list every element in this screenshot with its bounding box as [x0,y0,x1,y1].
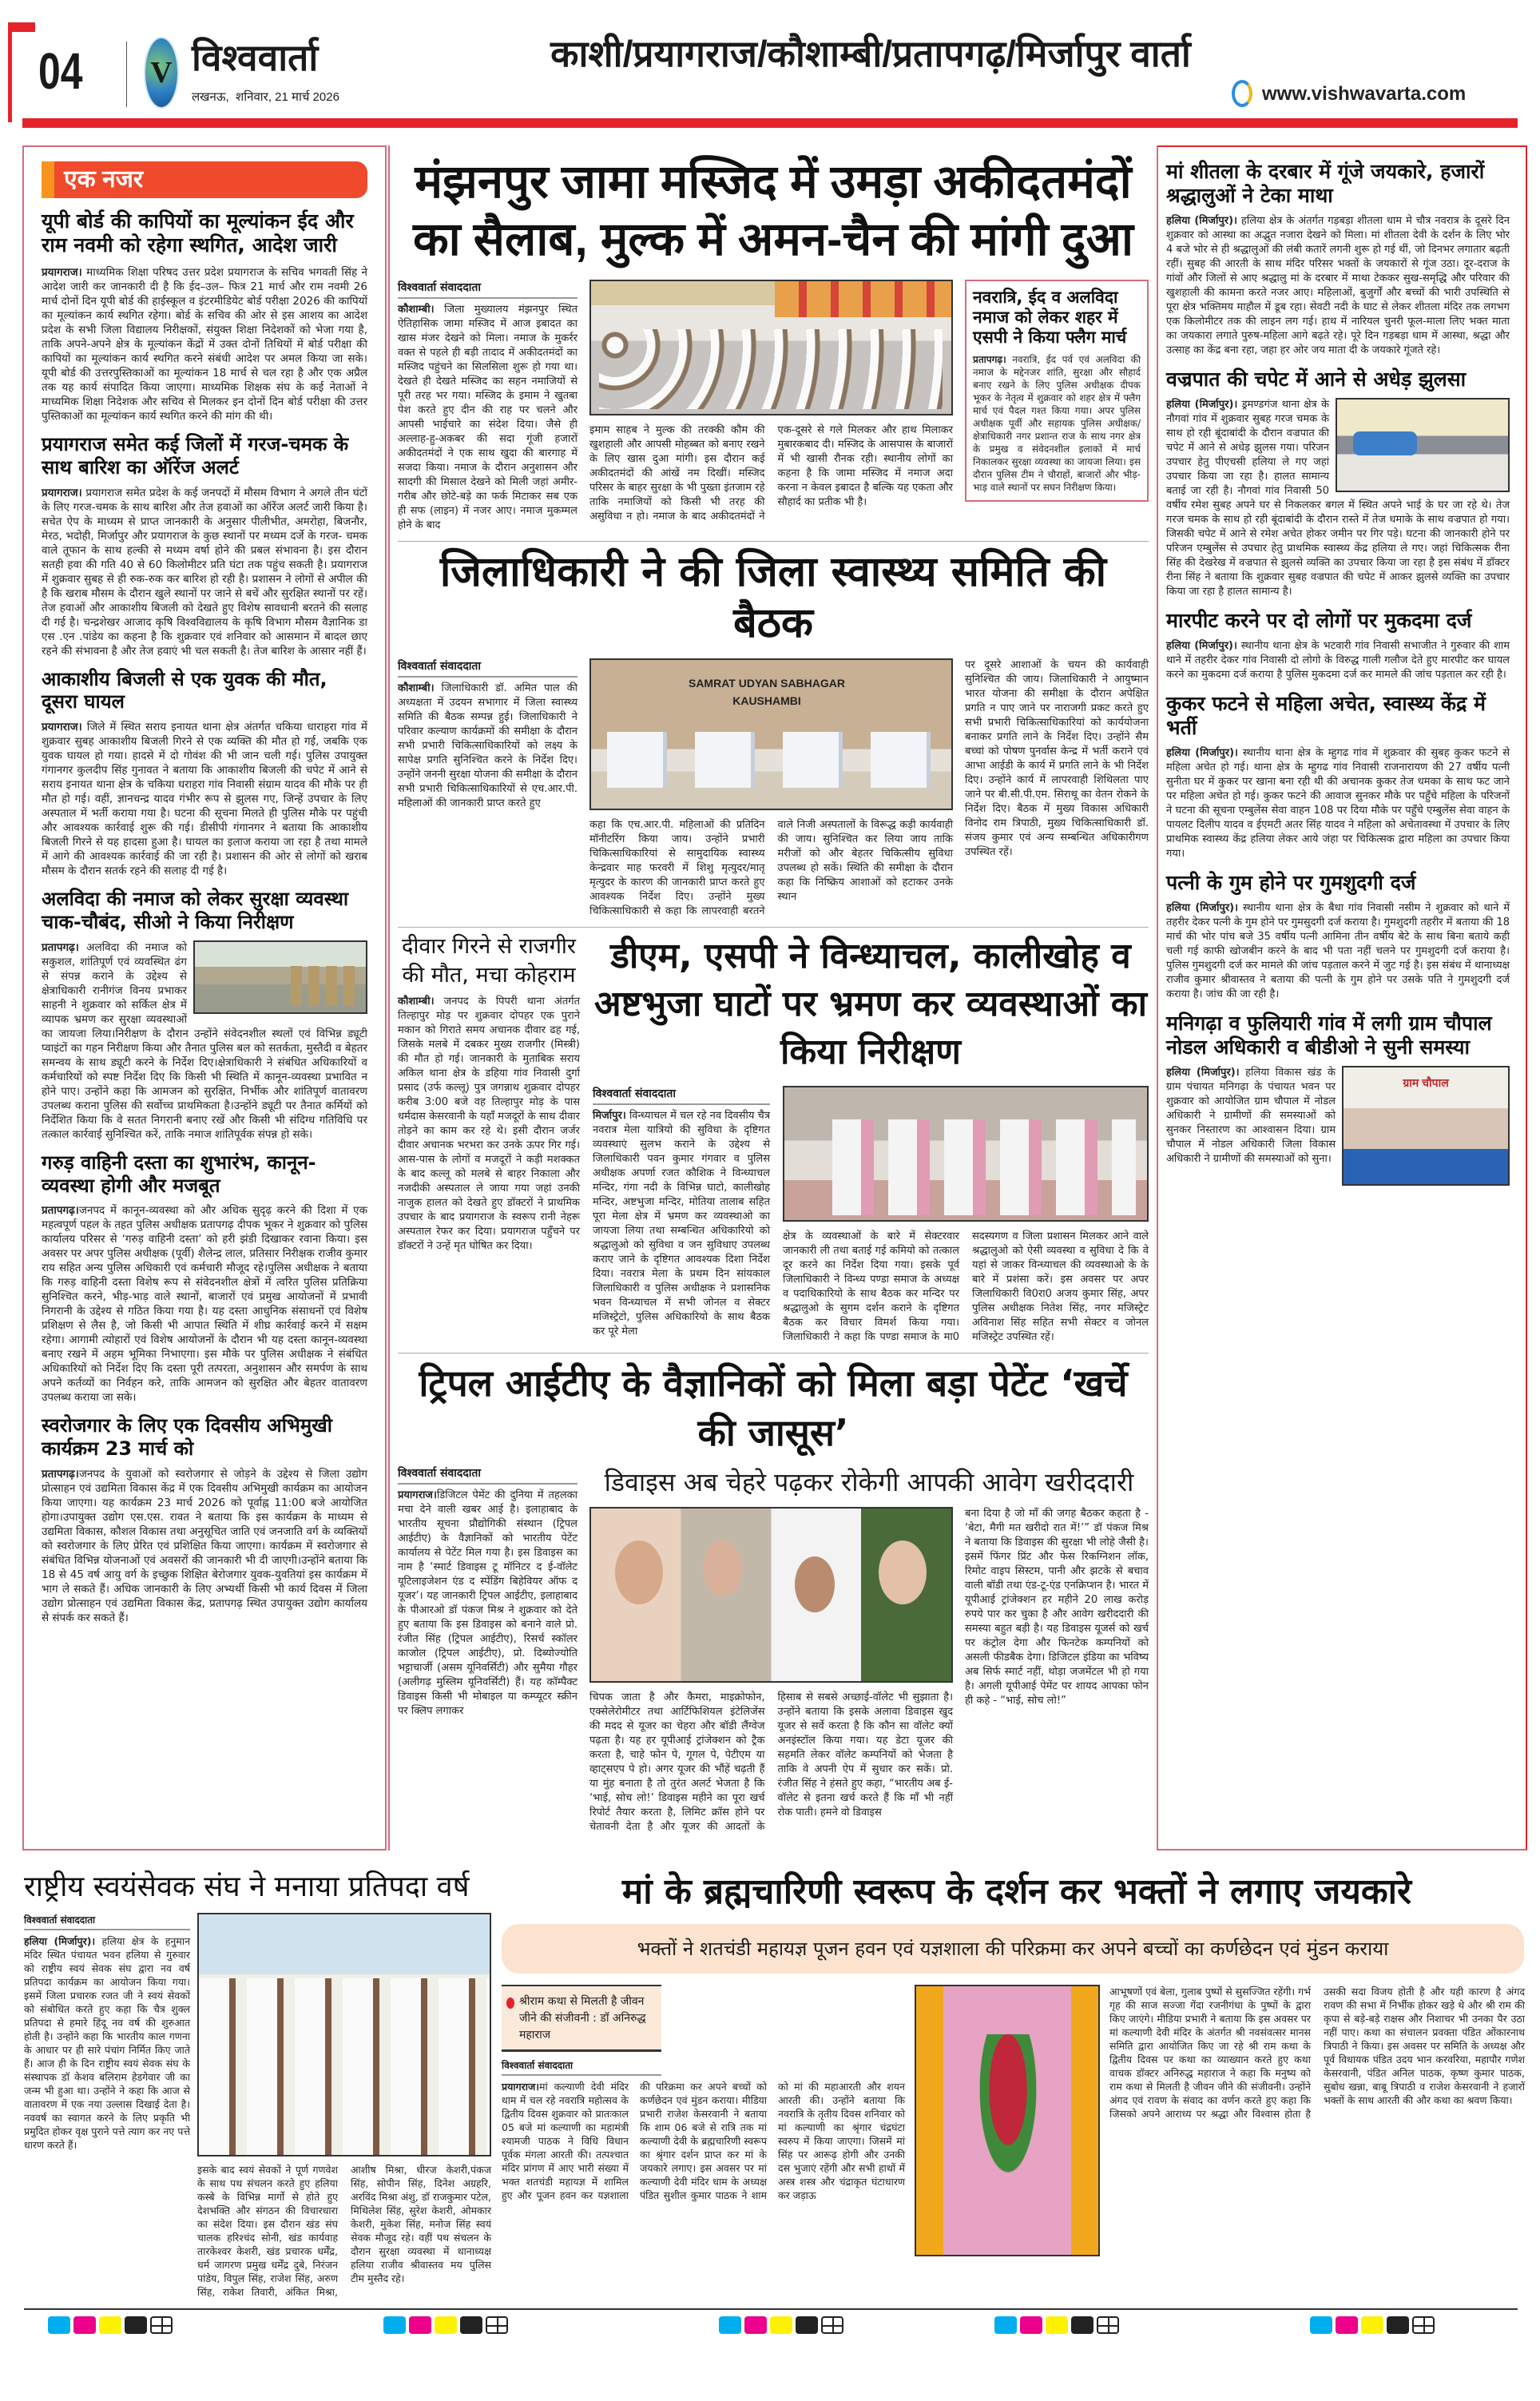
website-link[interactable]: www.vishwavarta.com [1262,83,1467,105]
headline: मारपीट करने पर दो लोगों पर मुकदमा दर्ज [1166,609,1472,632]
article-cooker-blast: कुकर फटने से महिला अचेत, स्वास्थ्य केंद्र में भर्ती हलिया (मिर्जापुर)। स्थानीय थाना क्षेत्र के म्हुगढ गांव में शुक्रवार की सुबह कुकर फटने से महिला अचेत हो गई। थाना क्षेत्र के म्हुगढ गांव निवासी राजनारायण की 27 वर्षीय पत्नी सुनीता घर में कुकर पर खाना बना रही थी की अचानक कुकर तेज धमका के साथ फट जाने पर महिला अचेत हो गई। कुकर फटने की आवाज सुनकर मौके पर पहुँचे महिला के परिजनों ने घटना की सूचना एम्बुलेंस सेवा वाहन 108 पर दिया मौके पर पहुँचे एम्बुलेंस सेवा वाहन के पायलट दिलीप यादव व ईएमटी अतर सिंह यादव ने महिला को अचेतावस्था में उपचार के लिए प्राथमिक स्वास्थ्य केंद्र हलिया लेकर आये जंहा पर चिकित्सक द्वारा महिला का उपचार किया गया। [1166,692,1510,860]
health-col-2-3: कहा कि एच.आर.पी. महिलाओं की प्रतिदिन मॉनीटरिंग किया जाय। उन्होंने प्रभारी चिकित्साधिकारियां से सामुदायिक स्वास्थ्य केन्द्रवार माह फरवरी में शिशु मृत्युदर/मातृ मृत्युदर के कारण की जानकारी प्राप्त करते हुए आवश्यक निर्देश दिए। उन्होंने मुख्य चिकित्साधिकारी से कहा कि लापरवाही बरतने वाले निजी अस्पतालों के विरूद्ध कड़ी कार्यवाही की जाय। सुनिश्चित कर लिया जाय ताकि मरीजों को और बेहतर चिकित्सीय सुविधा उपलब्ध हो सकें। स्थिति की समीक्षा के दौरान कहा कि निष्क्रिय आशाओं को हटाकर उनके स्थान [589,819,953,917]
rss-right [197,1913,491,2299]
article-assault-case: मारपीट करने पर दो लोगों पर मुकदमा दर्ज हलिया (मिर्जापुर)। स्थानीय थाना क्षेत्र के भटवारी गांव निवासी सभाजीत ने गुरुवार की शाम थाने में तहरीर देकर गांव निवासी दो लोगो के विरुद्ध गाली गलौज देते हुए मारपीट कर घायल करने का मुकदमा दर्ज कराया है पुलिस मुकदमा दर्ज कर मामले की जांच पड़ताल कर रही है। [1166,609,1510,681]
paper-logo [144,37,179,109]
flag-march-box: नवरात्रि, ईद व अलविदा नमाज को लेकर शहर में एसपी ने किया फ्लैग मार्च प्रतापगढ़। नवरात्रि, ईद पर्व एवं अलविदा की नमाज के मद्देनजर शांति, सुरक्षा और सौहार्द बनाए रखने के लिए पुलिस अधीक्षक दीपक भूकर के नेतृत्व में शुक्रवार को शहर क्षेत्र में फ्लैग मार्च एवं पैदल गश्त किया गया। अपर पुलिस अधीक्षक पूर्वी और सहायक पुलिस अधीक्षक/ क्षेत्राधिकारी नगर प्रशान्त राज के साथ नगर क्षेत्र के प्रमुख व संवेदनशील इलाकों में मार्च निकालकर सुरक्षा व्यवस्था का जायजा लिया। इस दौरान पुलिस टीम ने चौराहों, बाजारों और भीड़-भाड़ वाले स्थानों पर सघन निरीक्षण किया। [965,280,1149,502]
byline: विश्ववार्ता संवाददाता [24,1913,190,1930]
logo-letter: V [150,56,173,89]
dm-sp-headline: डीएम, एसपी ने विन्ध्याचल, कालीखोह व अष्टभुजा घाटों पर भ्रमण कर व्यवस्थाओं का किया निरीक्षण [594,936,1147,1072]
hospital-photo [1336,398,1510,492]
article-garud-vahini: गरुड़ वाहिनी दस्ता का शुभारंभ, कानून-व्यवस्था होगी और मजबूत प्रतापगढ़।जनपद में कानून-व्यवस्था को और अधिक सुदृढ़ करने की दिशा में एक महत्वपूर्ण पहल के तहत पुलिस अधीक्षक प्रतापगढ़ दीपक भूकर ने शुक्रवार को पुलिस कार्यालय परिसर से ‘गरुड़ वाहिनी दस्ता’ को हरी झंडी दिखाकर रवाना किया। इस अवसर पर अपर पुलिस अधीक्षक (पूर्वी) शैलेन्द्र लाल, प्रतिसार निरीक्षक राजीव कुमार राय सहित अन्य पुलिस अधिकारी एवं कर्मचारी मौजूद रहे।पुलिस अधीक्षक ने बताया कि गरुड़ वाहिनी दस्ता विशेष रूप से संवेदनशील क्षेत्रों में त्वरित पुलिस प्रतिक्रिया सुनिश्चित करने, भीड़-भाड़ वाले स्थानों, बाजारों एवं प्रमुख आयोजनों में प्रभावी निगरानी के उद्देश्य से गठित किया गया है। यह दस्ता आधुनिक संसाधनों एवं विशेष प्रशिक्षण से लैस है, जो किसी भी आपात स्थिति में शीघ्र कार्रवाई करने में सक्षम रहेगा। आगामी त्योहारों एवं विशेष आयोजनों के दौरान भी यह दस्ता कानून-व्यवस्था बनाए रखने में अहम भूमिका निभाएगा। इस मौके पर पुलिस अधीक्षक ने संबंधित अधिकारियों को निर्देश दिए कि दस्ता पूरी तत्परता, अनुशासन और समर्पण के साथ अपने कर्तव्यों का निर्वहन करे, ताकि आमजन को सुरक्षित और बेहतर वातावरण उपलब्ध कराया जा सके। [42,1151,367,1405]
maa-brahmacharini-story [502,1868,1532,2256]
headline: कुकर फटने से महिला अचेत, स्वास्थ्य केंद्र में भर्ती [1166,692,1486,739]
wall-and-dm-sp-row [398,928,1149,1354]
iiit-patent-story [398,1354,1149,1842]
article-gram-chaupal: मनिगढ़ा व फुलियारी गांव में लगी ग्राम चौपाल नोडल अधिकारी व बीडीओ ने सुनी समस्या ग्राम चौपाल हलिया (मिर्जापुर)। हलिया विकास खंड के ग्राम पंचायत मनिगढ़ा के पंचायत भवन पर शुक्रवार को आयोजित ग्राम चौपाल में नोडल अधिकारी ने ग्रामीणों की समस्याओं को सुनकर निस्तारण का आश्वासन दिया। ग्राम चौपाल में नोडल अधिकारी जिला विकास अधिकारी ने ग्रामीणों की समस्याओं को सुना। [1166,1012,1510,1167]
middle-column [388,145,1158,1850]
headline: गरुड़ वाहिनी दस्ता का शुभारंभ, कानून-व्यवस्था होगी और मजबूत [42,1151,316,1197]
section-title: काशी/प्रयागराज/कौशाम्बी/प्रतापगढ़/मिर्जापुर वार्ता [550,33,1191,74]
rss-col-2-3: इसके बाद स्वयं सेवकों ने पूर्ण गणवेश के साथ पथ संचलन करते हुए हलिया कस्बे के विभिन्न मार्गो से होते हुए देशभक्ति और संगठन की विचारधारा का संदेश दिया। इस दौरान खंड संघ चालक हरिश्चंद सोनी, खंड कार्यवाह तारकेश्वर केशरी, खंड प्रचारक धर्मेंद्र, धर्म जागरण प्रमुख धर्मेंद्र दुबे, निरंजन पांडेय, विपुल सिंह, राजेश सिंह, अरुण सिंह, राकेश तिवारी, अंकित मिश्रा, आशीष मिश्रा, धीरज केशरी,पंकज सिंह, सोपीन सिंह, दिनेश अग्रहरि, अरविंद मिश्रा अंशु, डॉ राजकुमार पटेल, मिथिलेश सिंह, सुरेश केशरी, ओमकार केशरी, मुकेश सिंह, मनोज सिंह स्वयं सेवक मौजूद रहे। वहीं पथ संचलन के दौरान सुरक्षा व्यवस्था में थानाध्यक्ष हलिया राजीव श्रीवास्तव मय पुलिस टीम मुस्तैद रहे। [197,2164,491,2298]
iiit-headline: ट्रिपल आईटीए के वैज्ञानिकों को मिला बड़ा पेटेंट ‘खर्चे की जासूस’ [419,1361,1128,1454]
byline: विश्ववार्ता संवाददाता [502,2058,661,2076]
lead-col-1: विश्ववार्ता संवाददाता कौशाम्बी। जिला मुख्यालय मंझनपुर स्थित ऐतिहासिक जामा मस्जिद में आज इबादत का खास मंजर देखने को मिला। नमाज के मुकर्रर वक्त से पहले ही बड़ी तादाद में अकीदतमंदों का मस्जिद पहुंचने का सिलसिला शुरू हो गया था। देखते ही देखते मस्जिद का सहन नमाजियों से पूरी तरह भर गया। मस्जिद के इमाम ने खुतबा पेश करते हुए दीन की राह पर चलने और आपसी भाईचारे का संदेश दिया। जैसे ही अल्लाह-हु-अकबर की सदा गूंजी हजारों अकीदतमंदों ने एक साथ खुदा की बारगाह में सजदा किया। नमाज के दौरान अनुशासन और सादगी की मिसाल देखने को मिली जहां अमीर-गरीब और छोटे-बड़े का फर्क मिटाकर सब एक ही सफ (लाइन) में नजर आए। नमाज मुकम्मल होने के बाद [398,281,578,531]
dm-sp-col-3-4: क्षेत्र के व्यवस्थाओं के बारे में सेक्टरवार जानकारी ली तथा बताई गई कमियो को तत्काल दूर करने का निर्देश दिया गया। इसके पूर्व जिलाधिकारी ने विन्ध्य पण्डा समाज के अध्यक्ष व पदाधिकारियो के साथ बैठक कर मन्दिर पर श्रद्धालुओ के सुगम दर्शन कराने के दृष्टिगत बैठक कर विचार विमर्श किया गया। जिलाधिकारी ने कहा कि पण्डा समाज के मा0 सदस्यगण व जिला प्रशासन मिलकर आने वाले श्रद्धालुओ को ऐसी व्यवस्था व सुविधा दे कि वे यहां से जाकर विन्ध्याचल की व्यवस्थाओ के के बारे में प्रशंसा करें। इस अवसर पर अपर जिलाधिकारी वि0रा0 अजय कुमार सिंह, अपर पुलिस अधीक्षक नितेश सिंह, नगर मजिस्ट्रेट अविनाश सिंह सहित सभी सेक्टर व जोनल मजिस्ट्रेट उपस्थित रहें। [783,1230,1149,1343]
health-col-1: विश्ववार्ता संवाददाता कौशाम्बी। जिलाधिकारी डॉ. अमित पाल की अध्यक्षता में उदयन सभागार में जिला स्वास्थ्य समिति की बैठक सम्पन्न हुई। जिलाधिकारी ने परिवार कल्याण कार्यक्रमों की समीक्षा के दौरान सभी प्रभारी चिकित्साधिकारियों को लक्ष्य के सापेक्ष प्रगति सुनिश्चित करने के निर्देश दिए। उन्होंने जननी सुरक्षा योजना की समीक्षा के दौरान सभी प्रभारी चिकित्साधिकारियों से एच.आर.पी. महिलाओं की जानकारी प्राप्त करते हुए [398,660,578,809]
masthead-divider [126,42,127,107]
byline: विश्ववार्ता संवाददाता [398,658,578,678]
article-alvida-security: अलविदा की नमाज को लेकर सुरक्षा व्यवस्था चाक-चौबंद, सीओ ने किया निरीक्षण प्रतापगढ़। अलविदा की नमाज को सकुशल, शांतिपूर्ण एवं व्यवस्थित ढंग से संपन्न कराने के उद्देश्य से क्षेत्राधिकारी रानीगंज विनय प्रभाकर साहनी ने शुक्रवार को सर्किल क्षेत्र में व्यापक भ्रमण कर सुरक्षा व्यवस्थाओं का जायजा लिया।निरीक्षण के दौरान उन्होंने संवेदनशील स्थलों एवं विभिन्न ड्यूटी प्वाइंटों का गहन निरीक्षण किया और तैनात पुलिस बल को सतर्कता, मुस्तैदी व बेहतर समन्वय के साथ ड्यूटी करने के निर्देश दिए।क्षेत्राधिकारी ने संबंधित अधिकारियों व कर्मचारियों को स्पष्ट निर्देश दिए कि किसी भी स्थिति में कानून-व्यवस्था प्रभावित न होने पाए। उन्होंने कहा कि आमजन को सुरक्षित, निर्भीक और शांतिपूर्ण वातावरण उपलब्ध कराना पुलिस की सर्वोच्च प्राथमिकता है।उन्होंने ड्यूटी पर तैनात कर्मियों को निर्देशित किया कि वे सतत निगरानी बनाए रखें और किसी भी संदिग्ध गतिविधि पर तत्काल कार्रवाई सुनिश्चित करें, ताकि नमाज शांतिपूर्वक संपन्न हो सके। [42,888,367,1141]
maa-left [502,1985,905,2202]
headline: पत्नी के गुम होने पर गुमशुदगी दर्ज [1166,871,1416,894]
headline: मनिगढ़ा व फुलियारी गांव में लगी ग्राम चौपाल नोडल अधिकारी व बीडीओ ने सुनी समस्या [1166,1012,1492,1059]
headline: प्रयागराज समेत कई जिलों में गरज-चमक के साथ बारिश का ऑरेंज अलर्ट [42,433,349,479]
bottom-row [24,1868,1532,2299]
rss-col-1: विश्ववार्ता संवाददाता हलिया (मिर्जापुर)। हलिया क्षेत्र के हनुमान मंदिर स्थित पंचायत भवन हलिया से गुरुवार को राष्ट्रीय स्वयं सेवक संघ द्वारा नव वर्ष प्रतिपदा कार्यक्रम का आयोजन किया गया। इसमें जिला प्रचारक रजत जी ने स्वयं सेवकों को संबोधित करते हुए कहा कि चैत्र शुक्ल प्रतिपदा से हमारे हिंदू नव वर्ष की शुरुआत होती है। उन्होंने कहा कि भारतीय काल गणना के आधार पर ही सारे पंचांग निर्मित किए जाते हैं। आज ही के दिन राष्ट्रीय स्वयं सेवक संघ के संस्थापक डॉ केशव बलिराम हेडगेवार जी का जन्म भी हुआ था। उन्होंने ने कहा कि आज से वातावरण में एक नया उल्लास दिखाई देता है। नववर्ष का स्वागत करने के लिए प्रकृति भी प्रमुदित होकर वृक्ष पुराने पत्ते त्याग कर नए पत्ते धारण करते हैं। [24,1914,191,2151]
masthead-red-tab [8,22,35,32]
byline: विश्ववार्ता संवाददाता [398,1465,578,1485]
paper-name: विश्ववार्ता [192,37,319,78]
iiit-col-1: विश्ववार्ता संवाददाता प्रयागराज।डिजिटल पेमेंट की दुनिया में तहलका मचा देने वाली खबर आई है। इलाहाबाद के भारतीय सूचना प्रौद्योगिकी संस्थान (ट्रिपल आईटीए) के वैज्ञानिकों को भारतीय पेटेंट कार्यालय से पेटेंट मिल गया है। इस डिवाइस का नाम है ‘स्मार्ट डिवाइस टू मॉनिटर द ई-वॉलेट यूटिलाइजेशन एंड द स्पेंडिंग बिहेवियर ऑफ द यूजर’। यह जानकारी ट्रिपल आईटीए, इलाहाबाद के पीआरओ डॉ पंकज मिश्र ने शुक्रवार को देते हुए बताया कि इस डिवाइस को बनाने वाले प्रो. रंजीत सिंह (ट्रिपल आईटीए), रिसर्च स्कॉलर काजोल (ट्रिपल आईटीए), प्रो. दिब्योज्योति भट्टाचार्जी (असम यूनिवर्सिटी) और सुमैया गौहर (अलीगढ़ मुस्लिम यूनिवर्सिटी) हैं। यह कॉम्पैक्ट डिवाइस किसी भी मोबाइल या कम्प्यूटर स्क्रीन पर क्लिप लगाकर [398,1467,578,1717]
gram-chaupal-photo [1342,1066,1510,1186]
goddess-shringar-photo [915,1985,1100,2256]
iiit-col-4: बना दिया है जो माँ की जगह बैठकर कहता है - ‘बेटा, मैगी मत खरीदो रात में!’” डॉ पंकज मिश्र ने बताया कि डिवाइस की सुरक्षा भी लोहे जैसी है। इसमें फिंगर प्रिंट और फेस रिकग्निशन लॉक, रिमोट वाइप सिस्टम, पानी और झटके से बचाव वाली बॉडी तथा एंड-टू-एंड एनक्रिप्शन है। भारत में यूपीआई ट्रांजेक्शन हर महीने 20 लाख करोड़ रुपये पार कर चुका है और आवेग खरीददारी की समस्या बहुत बड़ी है। यह डिवाइस यूजर्स को खर्च पर कंट्रोल देगा और फिनटेक कम्पनियों को असली फीडबैक देगा। डिजिटल इंडिया का भविष्य अब सिर्फ स्मार्ट नहीं, थोड़ा जजमेंटल भी हो गया है। अगली यूपीआई पेमेंट पर शायद आपका फोन ही कहे - “भाई, सोच लो!” [965,1508,1149,1707]
article-orange-alert: प्रयागराज समेत कई जिलों में गरज-चमक के साथ बारिश का ऑरेंज अलर्ट प्रयागराज। प्रयागराज समेत प्रदेश के कई जनपदों में मौसम विभाग ने अगले तीन घंटों के लिए गरज-चमक के साथ बारिश और तेज हवाओं का ऑरेंज अलर्ट जारी किया है। सचेत ऐप के माध्यम से प्राप्त जानकारी के अनुसार पीलीभीत, अमरोहा, बिजनौर, मेरठ, भदोही, मिर्जापुर और प्रयागराज के कुछ स्थानों पर मध्यम दर्जे के गरज- चमक वाले तूफान के साथ हल्की से मध्यम वर्षा होने की प्रबल संभावना है। इस दौरान सतही हवा की गति 40 से 60 किलोमीटर प्रति घंटा तक पहुंच सकती है। प्रयागराज में शुक्रवार सुबह से ही रुक-रुक कर बारिश हो रही है। प्रशासन ने लोगों से अपील की है कि खराब मौसम के दौरान खुले स्थानों पर जाने से बचें और सुरक्षित स्थानों पर रहें। तेज हवाओं और आकाशीय बिजली को देखते हुए विशेष सावधानी बरतने की सलाह दी गई है। चन्द्रशेखर आजाद कृषि विश्वविद्यालय के कृषि विभाग मौसम वैज्ञानिक डा एस .एन .पांडेय का कहना है कि शुक्रवार एवं शनिवार को आसमान में बादल छाए रहने की संभावना है और तेज हवाएं भी चल सकती है। तेज बारिश के आसार नहीं हैं। [42,433,367,658]
headline: आकाशीय बिजली से एक युवक की मौत, दूसरा घायल [42,667,327,714]
rss-march-photo [197,1913,491,2157]
lead-center [589,280,953,524]
wall-headline: दीवार गिरने से राजगीर की मौत, मचा कोहराम [402,934,576,988]
dm-sp-story [593,932,1149,1345]
byline: विश्ववार्ता संवाददाता [398,280,578,299]
headline: यूपी बोर्ड की कापियों का मूल्यांकन ईद और राम नवमी को रहेगा स्थगित, आदेश जारी [42,209,354,256]
flag-march-headline: नवरात्रि, ईद व अलविदा नमाज को लेकर शहर में एसपी ने किया फ्लैग मार्च [973,288,1127,348]
headline: अलविदा की नमाज को लेकर सुरक्षा व्यवस्था चाक-चौबंद, सीओ ने किया निरीक्षण [42,888,349,933]
color-registration-strip [0,2316,1540,2340]
left-column [22,145,387,1850]
dm-sp-right [783,1086,1149,1345]
page-number: 04 [38,42,83,100]
article-up-board: यूपी बोर्ड की कापियों का मूल्यांकन ईद और राम नवमी को रहेगा स्थगित, आदेश जारी प्रयागराज। माध्यमिक शिक्षा परिषद उत्तर प्रदेश प्रयागराज के सचिव भगवती सिंह ने आदेश जारी कर जानकारी दी है कि ईद–उल– फित्र 21 मार्च और राम नवमी 26 मार्च दोनों दिन यूपी बोर्ड की हाईस्कूल व इंटरमीडियेट बोर्ड परीक्षा 2026 की कापियों का मूल्यांकन कार्य स्थगित रहेगा। बोर्ड के सचिव की ओर से इस आशय का आदेश प्रदेश के सभी जिला विद्यालय निरीक्षकों, संयुक्त शिक्षा निदेशकों को भेजा गया है, ताकि अपने-अपने क्षेत्र के मूल्यांकन केंद्रों में उक्त दोनों तिथियों में बोर्ड परीक्षा की कापियों का मूल्यांकन कार्य स्थगित करने संबंधी आदेश पर अमल किया जा सके। यूपी बोर्ड की उत्तरपुस्तिकाओं का मूल्यांकन 18 मार्च से चल रहा है और एक अप्रैल तक यह कार्य संपादित किया जाएगा। माध्यमिक शिक्षक संघ के कई नेताओं ने माध्यमिक शिक्षा निदेशक और सचिव से मिलकर इन दोनों दिन बोर्ड परीक्षा की उत्तर पुस्तिकाओं का मूल्यांकन कार्य स्थगित करने की मांग की थी। [42,209,367,423]
headline: स्वरोजगार के लिए एक दिवसीय अभिमुखी कार्यक्रम 23 मार्च को [42,1414,333,1461]
scientists-photo [589,1507,953,1683]
article-swarozgar: स्वरोजगार के लिए एक दिवसीय अभिमुखी कार्यक्रम 23 मार्च को प्रतापगढ़।जनपद के युवाओं को स्वरोजगार से जोड़ने के उद्देश्य से जिला उद्योग प्रोत्साहन एवं उद्यमिता विकास केंद्र में एक दिवसीय अभिमुखी कार्यक्रम का आयोजन किया जाएगा। यह कार्यक्रम 23 मार्च 2026 को पूर्वाह्न 11:00 बजे आयोजित होगा।उपायुक्त उद्योग एस.एस. रावत ने बताया कि इस कार्यक्रम के माध्यम से उद्यमिता विकास, कौशल विकास तथा अनुसूचित जाति एवं जनजाति वर्ग के व्यक्तियों को स्वरोजगार के लिए प्रेरित एवं प्रशिक्षित किया जाएगा। कार्यक्रम में स्वरोजगार से संबंधित विभिन्न योजनाओं एवं अवसरों की जानकारी भी दी जाएगी।उन्होंने बताया कि 18 से 45 वर्ष आयु वर्ग के इच्छुक शिक्षित बेरोजगार युवक-युवतियां इस कार्यक्रम में भाग ले सकते हैं। अधिक जानकारी के लिए अभ्यर्थी किसी भी कार्य दिवस में जिला उद्योग प्रोत्साहन एवं उद्यमिता विकास केंद्र, प्रतापगढ़ स्थित उपायुक्त उद्योग कार्यालय से संपर्क कर सकते हैं। [42,1414,367,1624]
health-col-4: पर दूसरे आशाओं के चयन की कार्यवाही सुनिश्चित की जाय। जिलाधिकारी ने आयुष्मान भारत योजना की समीक्षा के दौरान अपेक्षित प्रगति न पाए जाने पर नाराजगी प्रकट करते हुए सभी प्रभारी चिकित्साधिकारियां को कार्ययोजना बनाकर प्रगति लाने के निर्देश दिए। उन्होंने सैम बच्चां को पोषण पुनर्वास केन्द्र में भर्ती कराने एवं आभा आईडी के कार्य में प्रगति लाने के भी निर्देश दिए। उन्होंने कार्य में लापरवाही शिथिलता पाए जाने पर बी.सी.पी.एम. सिराथू का वेतन रोकने के निर्देश दिए। बैठक में मुख्य विकास अधिकारी विनोद राम त्रिपाठी, मुख्य चिकित्साधिकारी डॉ. संजय कुमार एवं अन्य सम्बन्धित अधिकारीगण उपस्थित रहें। [965,659,1149,858]
maa-col-1-2: प्रयागराज।मां कल्याणी देवी मंदिर धाम में चल रहे नवरात्रि महोत्सव के द्वितीय दिवस शुक्रवार को प्रातःकाल 05 बजे मां कल्याणी का महामंत्री श्यामजी पाठक ने विधि विधान पूर्वक मंगला आरती की। तत्पश्चात मंदिर प्रांगण में आए भारी संख्या में भक्त शतचंडी महायज्ञ में शामिल हुए और पूजन हवन कर यज्ञशाला की परिक्रमा कर अपने बच्चों को कर्णछेदन एवं मुंडन कराया। मीडिया प्रभारी राजेश केसरवानी ने बताया कि शाम 06 बजे से रात्रि तक मां कल्याणी देवी के ब्रह्मचारिणी स्वरूप का श्रृंगार दर्शन प्राप्त कर मां के जयकारे लगाए। इस अवसर पर मां कल्याणी देवी मंदिर धाम के अध्यक्ष पंडित सुशील कुमार पाठक ने शाम को मां की महाआरती और शयन आरती की। उन्होंने बताया कि नवरात्रि के तृतीय दिवस शनिवार को मां कल्याणी का श्रृंगार चंद्रघंटा स्वरुप में किया जाएगा। जिसमें मां सिंह पर आरूढ़ होगी और उनकी दस भुजाएं रहेंगी और सभी हाथों में अस्त्र शस्त्र और चंद्राकृत घंटाधारण कर जड़ाऊ [502,2081,905,2201]
health-meeting-photo [589,658,953,810]
photo-sign-line-1: SAMRAT UDYAN SABHAGAR [688,677,845,690]
masthead-red-rule [22,118,1518,128]
maa-headline: मां के ब्रह्मचारिणी स्वरूप के दर्शन कर भक्तों ने लगाए जयकारे [621,1871,1412,1912]
chaupal-banner-text: ग्राम चौपाल [1403,1076,1449,1089]
right-column [1158,145,1527,1850]
quote-text: श्रीराम कथा से मिलती है जीवन जीने की संजीवनी : डॉ अनिरुद्ध महाराज [519,1995,646,2041]
health-center [589,658,953,919]
iiit-col-2-3: चिपक जाता है और कैमरा, माइक्रोफोन, एक्सेलेरोमीटर तथा आर्टिफिशियल इंटेलिजेंस की मदद से यूजर का चेहरा और बॉडी लैंग्वेज पढ़ता है। यह हर यूपीआई ट्रांजेक्शन को ट्रैक करता है, चाहे फोन पे, गूगल पे, पेटीएम या व्हाट्सएप पे हो। अगर यूजर की भौंहें चढ़ती हैं या मुंह बनाता है तो तुरंत अलर्ट भेजता है कि ‘भाई, सोच लो!’ डिवाइस महीने का पूरा खर्च रिपोर्ट तैयार करता है, लिमिट क्रॉस होने पर चेतावनी देता है और यूजर की आदतों के हिसाब से सबसे अच्छाई-वॉलेट भी सुझाता है। उन्होंने बताया कि इसके अलावा डिवाइस खुद यूजर से सर्वे करता है कि कौन सा वॉलेट क्यों अनइंस्टॉल किया गया। यह डेटा यूजर की सहमति लेकर वॉलेट कम्पनियों को भेजता है ताकि वे अपनी ऐप में सुधार कर सकें। प्रो. रंजीत सिंह ने हंसते हुए कहा, “भारतीय अब ई-वॉलेट से इतना खर्च करते हैं कि माँ भी नहीं रोक पाती। हमने वो डिवाइस [589,1691,953,1833]
wall-collapse-story: दीवार गिरने से राजगीर की मौत, मचा कोहराम कौशाम्बी। जनपद के पिपरी थाना अंतर्गत तिल्हापुर मोड़ पर शुक्रवार दोपहर एक पुराने मकान को गिराते समय अचानक दीवार ढह गई, जिसके मलबे में दबकर मुख्य राजगीर (मिस्त्री) की मौत हो गई। जानकारी के मुताबिक सराय अकिल थाना क्षेत्र के डहिया गांव निवासी दुर्गा प्रसाद (उर्फ कल्लू) पुत्र जगन्नाथ शुक्रवार दोपहर करीब 3:00 बजे वह तिल्हापुर मोड़ के पास धर्मदास केसरवानी के यहाँ मजदूरों के साथ दीवार तोड़ने का काम कर रहे थे। इसी दौरान जर्जर दीवार अचानक भरभरा कर उनके ऊपर गिर गई। आस-पास के लोगों व मजदूरों ने कड़ी मशक्कत के बाद कल्लू को मलबे से बाहर निकाला और नजदीकी अस्पताल ले जाया गया जहां उनकी नाजुक हालत को देखते हुए डॉक्टरों ने प्राथमिक उपचार के बाद प्रयागराज के स्वरूप रानी नेहरू अस्पताल रेफर कर दिया। प्रयागराज पहुँचने पर डॉक्टरों ने उन्हें मृत घोषित कर दिया। [398,934,580,1252]
iiit-center [589,1507,953,1835]
main-columns [22,0,1529,1850]
ek-nazar-label: एक नजर [42,161,367,198]
headline: मां शीतला के दरबार में गूंजे जयकारे, हजारों श्रद्धालुओं ने टेका माथा [1166,160,1485,207]
article-missing-wife: पत्नी के गुम होने पर गुमशुदगी दर्ज हलिया (मिर्जापुर)। स्थानीय थाना क्षेत्र के बैधा गांव निवासी नसीम ने शुक्रवार को थाने में तहरीर देकर पत्नी के गुम होने पर गुमसुदगी दर्ज कराया है। गुमशुदगी तहरीर में बताया की 18 मार्च की भोर पांच बजे 35 वर्षीय पत्नी आमिना तीन वर्षीय बेटे के साथ बिना बताये कही चली गई काफी खोजबीन करने के बाद भी पता नहीं चलने पर गुमशुदगी दर्ज कराया है। पुलिस गुमशुदगी दर्ज कर मामले की जांच पड़ताल करने में जुट गई है। इस संबंध में थानाध्यक्ष राजीव कुमार श्रीवास्तव ने बताया की पत्नी के गुम होने पर उसके पति ने गुमशुदगी दर्ज कराया है। जांच की जा रही है। [1166,871,1510,1000]
rss-headline: राष्ट्रीय स्वयंसेवक संघ ने मनाया प्रतिपदा वर्ष [24,1870,470,1903]
dateline: लखनऊ, शनिवार, 21 मार्च 2026 [192,90,339,104]
masthead-red-side [8,22,12,122]
vindhyachal-inspection-photo [783,1086,1149,1222]
maa-quote-box [502,1985,661,2052]
health-meeting-story [398,542,1149,928]
rss-story [24,1868,491,2299]
footer-rule [24,2308,1518,2310]
maa-col-3-4: आभूषणों एवं बेला, गुलाब पुष्पों से सुसज्जित रहेंगी। गर्भ गृह की साज सज्जा गेंदा रजनीगंधा के पुष्पों के द्वारा किए जाएंगे। मीडिया प्रभारी ने बताया कि इस अवसर पर मां कल्याणी देवी मंदिर के अंतर्गत श्री नवसंवत्सर मानस समिति द्वारा आयोजित किए जा रहे श्री राम कथा के द्वितीय दिवस पर कथा का व्याख्यान करते हुए कथा वाचक डॉक्टर अनिरुद्ध महाराज ने कहा कि मनुष्य को राम कथा से मिलती है जीवन जीने की संजीवनी। उन्होंने अंगद एवं रावण के संवाद का वर्णन करते हुए कहा कि जिसको अपने आराध्य पर श्रद्धा और विश्वास होता है उसकी सदा विजय होती है और यही कारण है अंगद रावण की सभा में निर्भीक होकर खड़े थे और श्री राम की कृपा से बड़े-बड़े राक्षस और निशाचर भी उनका पैर उठा नहीं पाए। कथा का संचालन प्रवक्ता पंडित ओंकारनाथ त्रिपाठी ने किया। इस अवसर पर समिति के अध्यक्ष और पूर्व विधायक पंडित उदय भान करवरिया, महापौर गणेश केसरवानी, पंडित अनिल पाठक, कृष्ण कुमार पाठक, सुबोध खन्ना, बाबू त्रिपाठी व राजेश केसरवानी ने हजारों भक्तों के साथ आरती की और कथा का श्रवण किया। [1109,1986,1525,2120]
article-lightning-burn: वज्रपात की चपेट में आने से अधेड़ झुलसा हलिया (मिर्जापुर)। ड्रमण्डगंज थाना क्षेत्र के नौगवां गांव में शुक्रवार सुबह गरज चमक के साथ हो रही बूंदाबांदी के दौरान वज्रपात की चपेट में आने से अधेड़ झुलस गया। परिजन उपचार हेतु पीएचसी हलिया ले गए जहां उपचार किया जा रहा है। हालत सामान्य बताई जा रही है। नौगवां गांव निवासी 50 वर्षीय रमेश सुबह अपने घर से निकलकर बगल में स्थित अपने भाई के घर जा रहे थे। तेज गरज चमक के साथ हो रही बूंदाबांदी के दौरान रास्ते में तेज धमाके के साथ वज्रपात हो गया। जिसकी चपेट में आने से रमेश अचेत होकर जमीन पर गिर पड़े। घटना की जानकारी होने पर परिजन एम्बुलेंस से उपचार हेतु प्राथमिक स्वास्थ्य केंद्र हलिया ले गए। जहां चिकित्सक रीना सिंह की देखरेख में वज्रपात से झुलसे व्यक्ति का उपचार किया जा रहा है इस संबंध में डॉक्टर रीना सिंह ने बताया कि शुक्रवार सुबह वज्रपात की चपेट में आकर झुलसे व्यक्ति का उपचार किया जा रहा है हालत सामान्य है। [1166,368,1510,598]
article-sheetla-dham: मां शीतला के दरबार में गूंजे जयकारे, हजारों श्रद्धालुओं ने टेका माथा हलिया (मिर्जापुर)। हलिया क्षेत्र के अंतर्गत गड़बड़ा शीतला धाम मे चौत्र नवरात्र के दूसरे दिन शुक्रवार को आस्था का अद्भुत नजारा देखने को मिला। मां शीतला देवी के दर्शन के लिए भोर 4 बजे भोर से ही श्रद्धालुओं की लंबी कतारें लगनी शुरू हो गई थीं, जो दिनभर लगातार बढ़ती रहीं। सुबह की आरती के साथ मंदिर परिसर भक्तों के जयकारों से गूंज उठा। दूर-दराज के गांवों और जिलों से आए श्रद्धालु मां के दरबार में माथा टेककर सुख-समृद्धि और परिवार की खुशहाली की कामना करते नजर आए। महिलाओं, बुजुर्गों और बच्चों की भारी उपस्थिति से पूरा क्षेत्र भक्तिमय माहौल में डूब रहा। सेवटी नदी के घाट से लेकर शीतला मंदिर तक लगभग एक किलोमीटर तक की लाइन लग गई। हाथ में नारियल चुनरी फूल-माला लिए भक्त माता का जयकारा लगाते पुरुष-महिला आगे बढ़ते रहे। पूरे दिन गड़बड़ा धाम में आस्था, श्रद्धा और उत्साह का केंद्र बना रहा, जहा हर ओर जय माता दी के जयकारे गूंजते रहे। [1166,160,1510,356]
health-headline: जिलाधिकारी ने की जिला स्वास्थ्य समिति की बैठक [439,548,1107,647]
photo-sign-line-2: KAUSHAMBI [732,694,801,707]
iiit-subheadline: डिवाइस अब चेहरे पढ़कर रोकेगी आपकी आवेग खरीददारी [604,1467,1134,1497]
web-icon [1232,80,1252,107]
dm-sp-col-1: विश्ववार्ता संवाददाता मिर्जापुर। विन्ध्याचल में चल रहे नव दिवसीय चैत्र नवरात्र मेला यात्रियो की सुविधा के दृष्टिगत व्यवस्थाएं सुलभ कराने के उद्देश्य से जिलाधिकारी पवन कुमार गंगवार व पुलिस अधीक्षक अपर्णा रजत कौशिक ने विन्ध्याचल मन्दिर, गंगा नदी के विभिन्न घाटो, कालीखोह मन्दिर, अष्टभुजा मन्दिर, मोतिया तालाब सहित पूरा मेला क्षेत्र में भ्रमण कर व्यवस्थाओ का जायजा लिया तथा सम्बन्धित अधिकारियो को श्रद्धालुओ को सुविधा व जन सुविधाए उपलब्ध कराए जाने के दृष्टिगत आवश्यक दिशा निर्देश दिया। नवरात्र मेला के प्रथम दिन सांयकाल जिलाधिकारी व पुलिस अधीक्षक ने प्रशासनिक भवन विन्ध्याचल में सभी जोनल व सेक्टर मजिस्ट्रेटो, पुलिस अधिकारियो के साथ बैठक कर पूरे मेला [593,1087,770,1338]
masthead [0,0,1540,132]
red-bullet-icon [506,1998,514,2009]
iiit-right [589,1465,1149,1835]
lead-story [398,149,1149,542]
police-photo [193,940,367,1014]
lead-headline: मंझनपुर जामा मस्जिद में उमड़ा अकीदतमंदों का सैलाब, मुल्क में अमन-चैन की मांगी दुआ [413,156,1133,265]
mosque-namaz-photo [589,280,953,415]
byline: विश्ववार्ता संवाददाता [593,1086,770,1105]
maa-banner: भक्तों ने शतचंडी महायज्ञ पूजन हवन एवं यज्ञशाला की परिक्रमा कर अपने बच्चों का कर्णछेदन एवं मुंडन कराया [502,1924,1524,1974]
article-lightning: आकाशीय बिजली से एक युवक की मौत, दूसरा घायल प्रयागराज। जिले में स्थित सराय इनायत थाना क्षेत्र अंतर्गत चकिया धाराहरा गांव में शुक्रवार सुबह आकाशीय बिजली गिरने से एक व्यक्ति की मौत हो गई, जबकि एक युवक घायल हो गया। हादसे में दो गोवंश की भी जान चली गई। पुलिस उपायुक्त गंगानगर कुलदीप सिंह गुनावत ने बताया कि आकाशीय बिजली की चपेट में आने से सराय इनायत थाना क्षेत्र के चकिया धराहरा गांव निवासी संग्राम यादव की मौके पर ही मौत हो गई। वहीं, ज्ञानचन्द्र यादव गंभीर रूप से झुलस गए, जिन्हें उपचार के लिए अस्पताल में भर्ती कराया गया है। घटना की सूचना मिलते ही पुलिस मौके पर पहुंची और आवश्यक कार्रवाई शुरू की गई। डीसीपी गंगानगर ने बताया कि आकाशीय बिजली गिरने से यह हादसा हुआ है। घायल का इलाज कराया जा रहा है तथा मामले में आगे की आवश्यक कार्रवाई की जा रही है। प्रशासन की ओर से लोगों को खराब मौसम के दौरान सतर्क रहने की सलाह दी गई है। [42,667,367,878]
lead-col-2-3: इमाम साहब ने मुल्क की तरक्की कौम की खुशहाली और आपसी मोहब्बत को बनाए रखने के लिए खास दुआ मांगी। इस दौरान कई अकीदतमंदों की आंखें नम दिखीं। मस्जिद परिसर के बाहर सुरक्षा के भी पुख्ता इंतजाम रहे ताकि नमाजियों को किसी भी तरह की असुविधा न हो। नमाज के बाद अकीदतमंदों ने एक-दूसरे से गले मिलकर और हाथ मिलाकर मुबारकबाद दी। मस्जिद के आसपास के बाजारों में भी खासी रौनक रही। स्थानीय लोगों का कहना है कि जामा मस्जिद में नमाज अदा करना न केवल इबादत है बल्कि यह एकता और सौहार्द का प्रतीक भी है। [589,424,953,523]
headline: वज्रपात की चपेट में आने से अधेड़ झुलसा [1166,368,1467,391]
